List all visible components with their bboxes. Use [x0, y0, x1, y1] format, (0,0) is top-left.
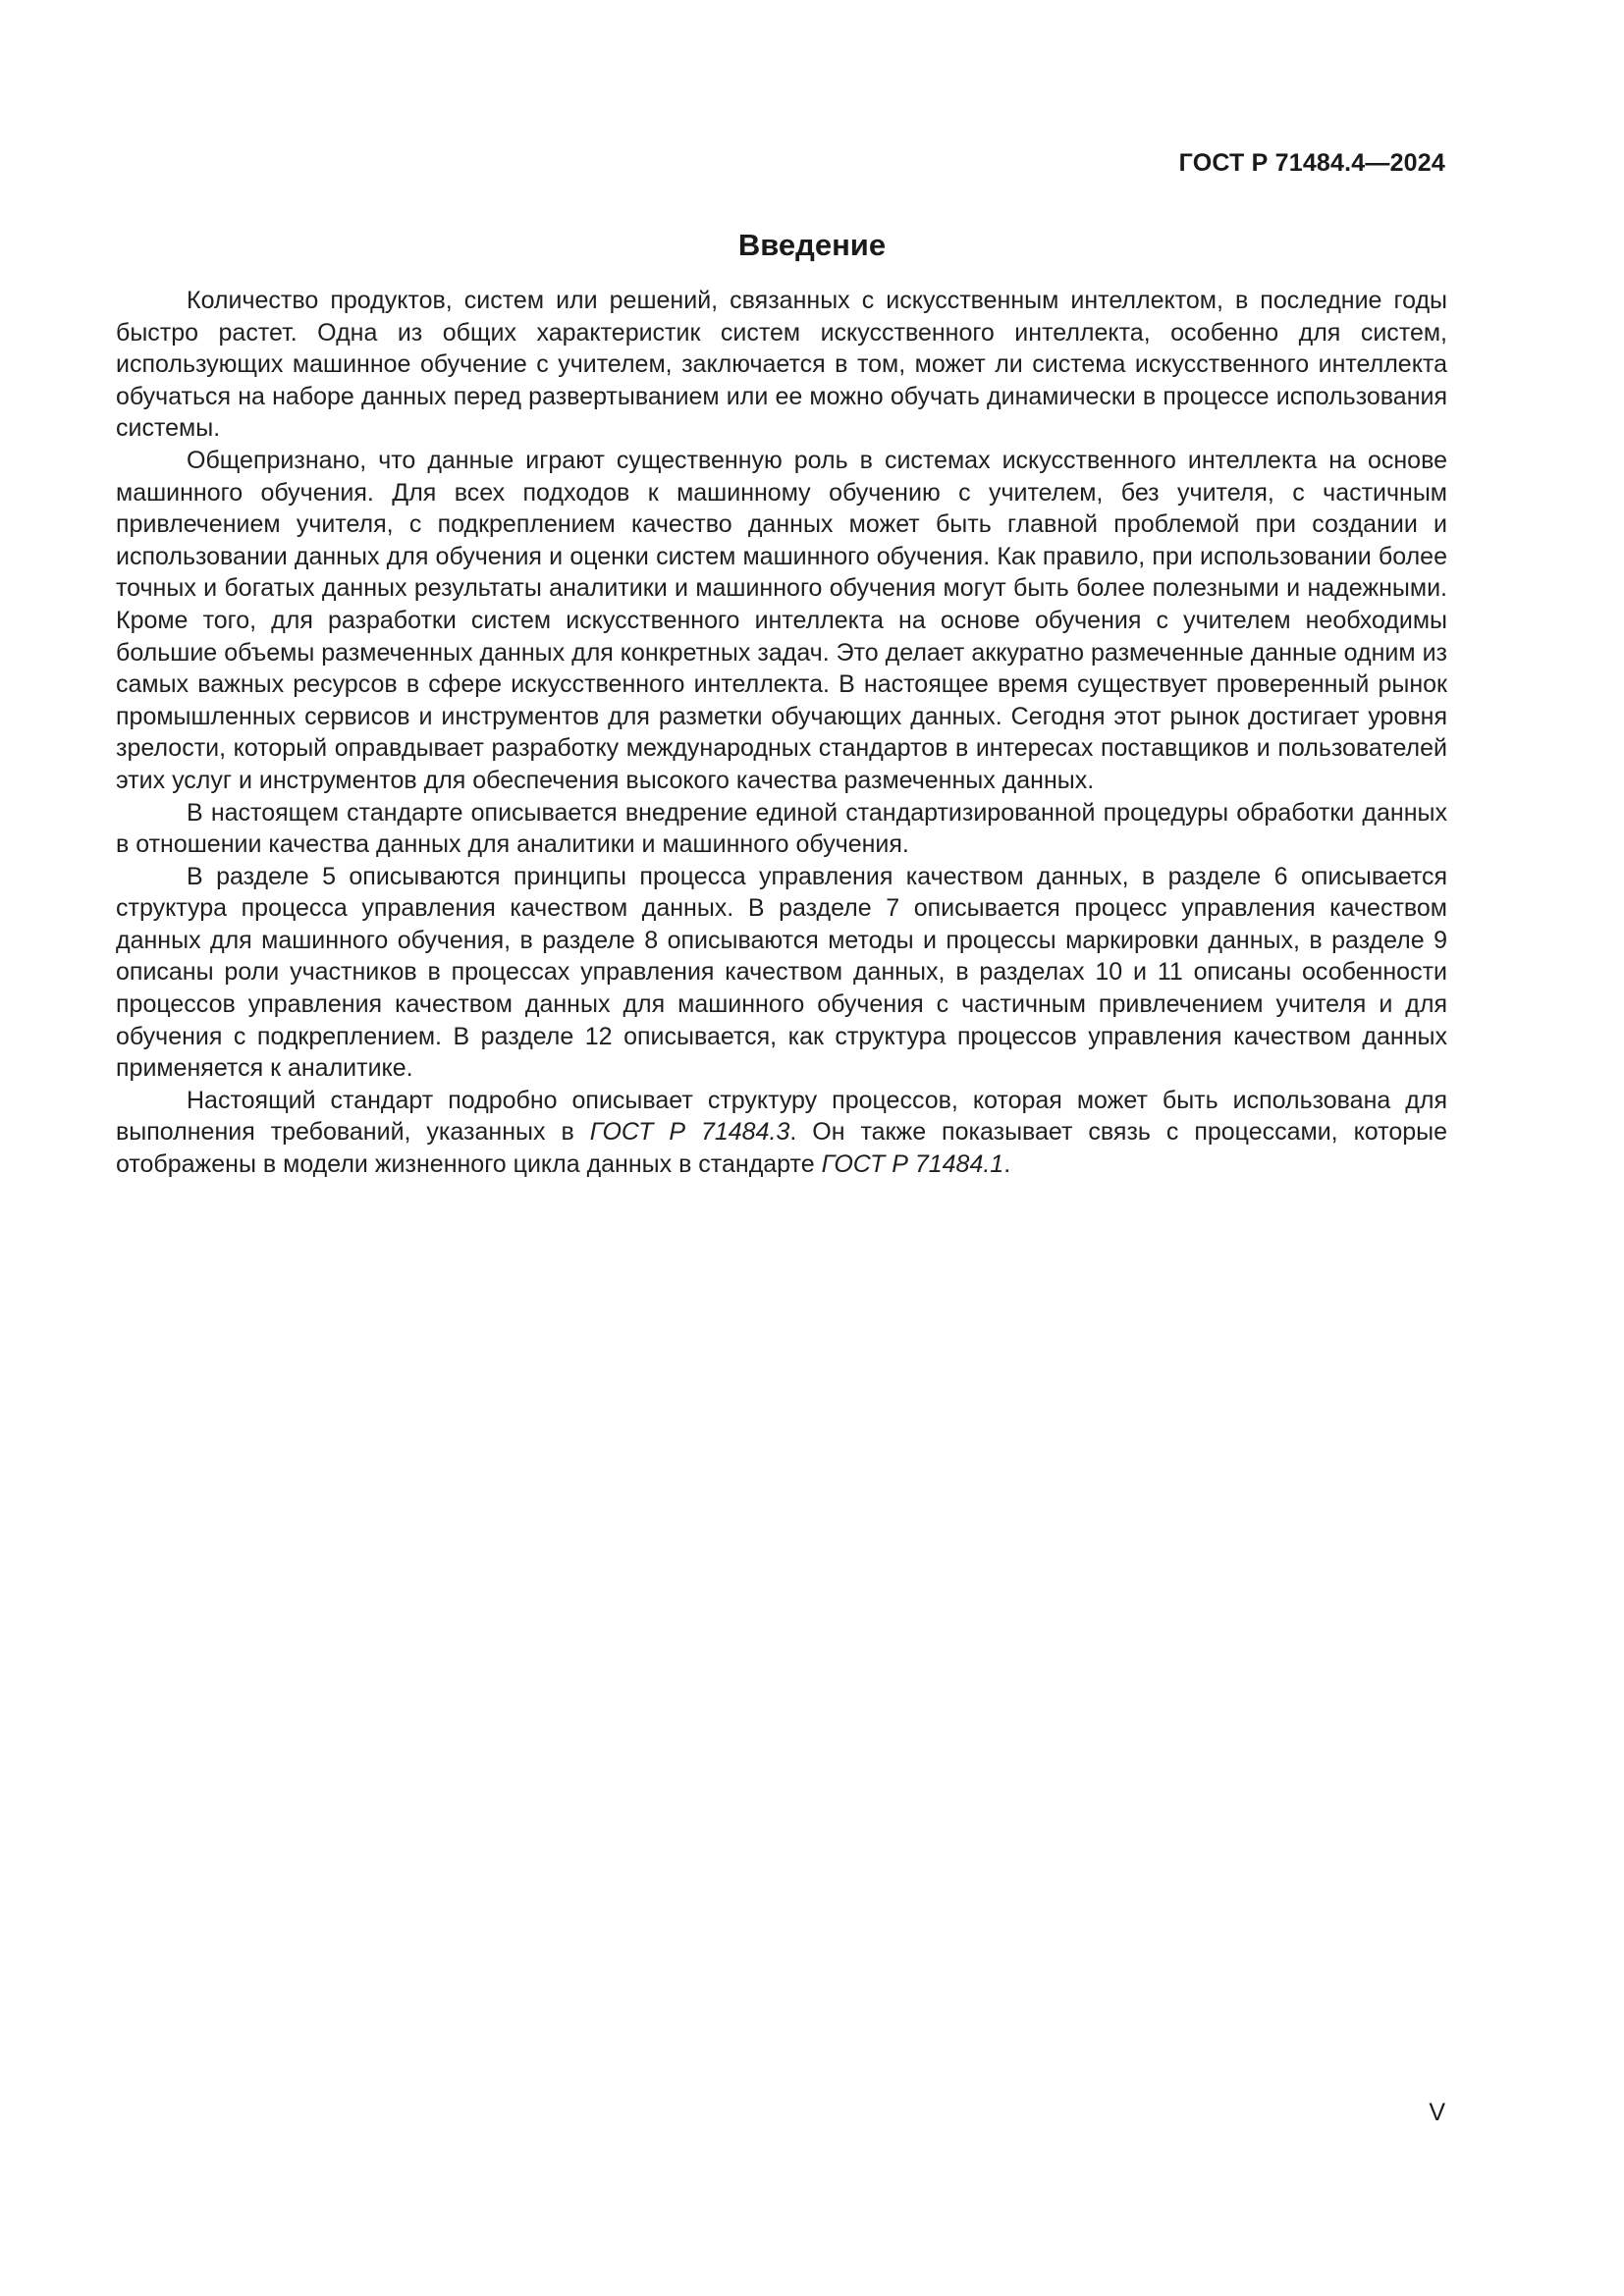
- paragraph-text: . Он также показывает связь с процессами, которые отображены в модели жизненного цикла данных в стандарте: [116, 1118, 1448, 1179]
- standard-reference: ГОСТ Р 71484.1: [821, 1150, 1004, 1179]
- page-number: V: [1429, 2099, 1445, 2126]
- paragraph-with-references: [116, 1085, 1447, 1181]
- document-identifier: ГОСТ Р 71484.4—2024: [1178, 149, 1445, 177]
- paragraph: Количество продуктов, систем или решений, связанных с искусственным интеллектом, в последние годы быстро растет. Одна из общих характеристик систем искусственного интеллекта, особенно для систем, использующих машинное обучение с учителем, заключается в том, может ли система искусственного интеллекта обучаться на наборе данных перед развертыванием или ее можно обучать динамически в процессе использования системы.: [116, 287, 1447, 443]
- paragraph-text: Настоящий стандарт подробно описывает структуру процессов, которая может быть использована для выполнения требований, указанных в: [116, 1086, 1447, 1147]
- section-title: Введение: [737, 228, 887, 262]
- standard-reference: ГОСТ Р 71484.3: [589, 1118, 790, 1147]
- paragraph: Общепризнано, что данные играют существенную роль в системах искусственного интеллекта на основе машинного обучения. Для всех подходов к машинному обучению с учителем, без учителя, с частичным привлечением учителя, с подкреплением качество данных может быть главной проблемой при создании и использовании данных для обучения и оценки систем машинного обучения. Как правило, при использовании более точных и богатых данных результаты аналитики и машинного обучения могут быть более полезными и надежными. Кроме того, для разработки систем искусственного интеллекта на основе обучения с учителем необходимы большие объемы размеченных данных для конкретных задач. Это делает аккуратно размеченные данные одним из самых важных ресурсов в сфере искусственного интеллекта. В настоящее время существует проверенный рынок промышленных сервисов и инструментов для разметки обучающих данных. Сегодня этот рынок достигает уровня зрелости, который оправдывает разработку международных стандартов в интересах поставщиков и пользователей этих услуг и инструментов для обеспечения высокого качества размеченных данных.: [116, 446, 1447, 794]
- paragraph: В настоящем стандарте описывается внедрение единой стандартизированной процедуры обработки данных в отношении качества данных для аналитики и машинного обучения.: [116, 798, 1447, 859]
- body-text: [116, 285, 1447, 1181]
- paragraph: В разделе 5 описываются принципы процесса управления качеством данных, в разделе 6 описывается структура процесса управления качеством данных. В разделе 7 описывается процесс управления качеством данных для машинного обучения, в разделе 8 описываются методы и процессы маркировки данных, в разделе 9 описаны роли участников в процессах управления качеством данных, в разделах 10 и 11 описаны особенности процессов управления качеством данных для машинного обучения с частичным привлечением учителя и для обучения с подкреплением. В разделе 12 описывается, как структура процессов управления качеством данных применяется к аналитике.: [116, 862, 1447, 1083]
- paragraph-text: .: [1003, 1150, 1011, 1179]
